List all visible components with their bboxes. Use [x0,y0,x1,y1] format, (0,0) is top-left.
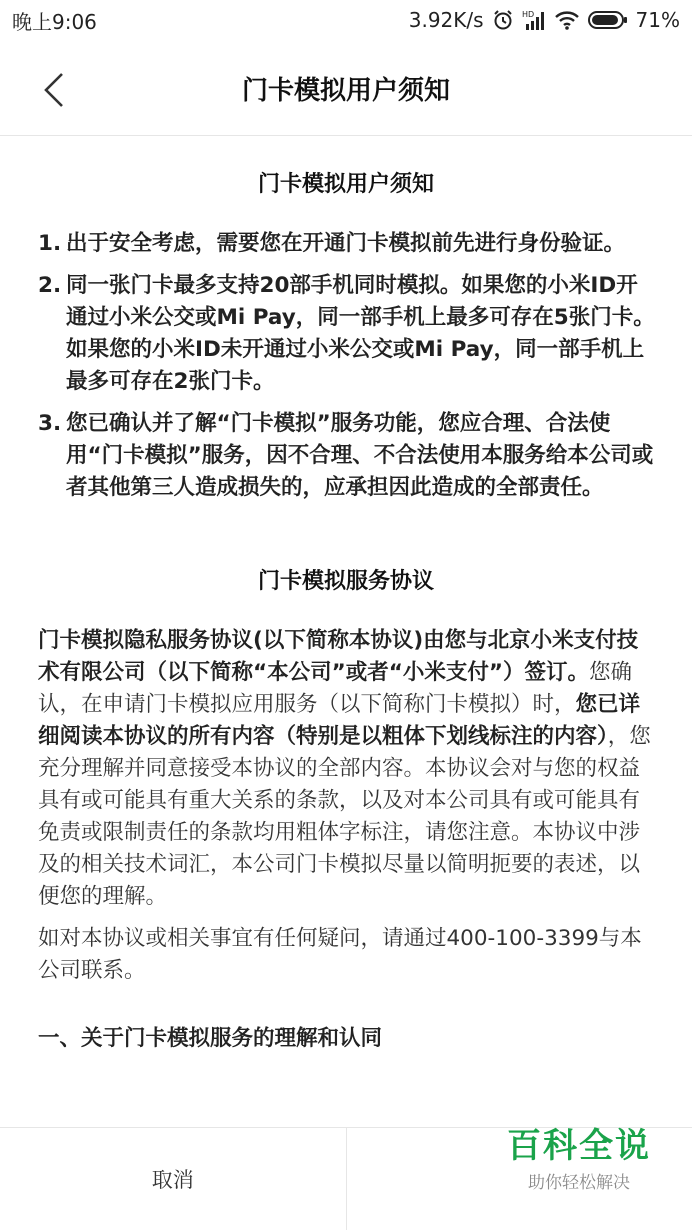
alarm-icon [492,9,514,31]
agree-button[interactable] [346,1128,692,1230]
agreement-bold-2: 您已详细阅读本协议的所有内容（特别是以粗体下划线标注的内容） [38,692,641,749]
agreement-title: 门卡模拟服务协议 [257,569,434,594]
notice-title: 门卡模拟用户须知 [257,172,434,197]
list-item [38,408,656,504]
watermark-sub: 助你轻松解决 [528,1173,630,1193]
svg-text:HD: HD [521,10,534,19]
section-1-heading: 一、关于门卡模拟服务的理解和认同 [38,1026,383,1051]
notice-list [0,228,692,504]
battery-icon [588,10,628,30]
status-icons [409,8,680,32]
battery-level: 71% [635,8,680,32]
hd-signal-icon [522,9,546,31]
list-item-number: 1. [38,231,62,256]
content-scroll[interactable] [0,137,692,1127]
list-item [38,228,656,260]
agreement-text-2: ，您充分理解并同意接受本协议的全部内容。本协议会对与您的权益具有或可能具有重大关系的条款，以及对本公司具有或可能具有免责或限制责任的条款均用粗体字标注，请您注意。本协议中涉及的相关技术词汇，本公司门卡模拟尽量以简明扼要的表述，以便您的理解。 [38,724,651,909]
agreement-paragraph-2: 如对本协议或相关事宜有任何疑问，请通过400-100-3399与本公司联系。 [38,926,642,983]
watermark-main: 百科全说 [507,1126,651,1166]
net-speed: 3.92K/s [408,8,484,32]
list-item-text: 您已确认并了解“门卡模拟”服务功能，您应合理、合法使用“门卡模拟”服务，因不合理、不合法使用本服务给本公司或者其他第三人造成损失的，应承担因此造成的全部责任。 [66,411,654,500]
bottom-action-bar [0,1127,692,1230]
list-item-text: 出于安全考虑，需要您在开通门卡模拟前先进行身份验证。 [66,231,626,256]
title-bar [0,40,692,136]
agreement-bold-1: 门卡模拟隐私服务协议(以下简称本协议)由您与北京小米支付技术有限公司（以下简称“本公司”或者“小米支付”）签订。 [38,628,639,685]
page-title: 门卡模拟用户须知 [241,76,450,106]
agreement-text-1: 您确认，在申请门卡模拟应用服务（以下简称门卡模拟）时， [38,660,633,717]
list-item-number: 2. [38,273,62,298]
list-item-number: 3. [38,411,62,436]
list-item [38,270,656,398]
wifi-icon [554,9,580,31]
agreement-paragraph-1 [0,625,692,913]
status-bar [0,0,692,40]
status-time: 晚上9:06 [12,9,97,34]
list-item-text: 同一张门卡最多支持20部手机同时模拟。如果您的小米ID开通过小米公交或Mi Pay，同一部手机上最多可存在5张门卡。如果您的小米ID未开通过小米公交或Mi Pay，同一部手机上最多可存在2张门卡。 [66,273,655,394]
cancel-button[interactable]: 取消 [151,1168,194,1192]
